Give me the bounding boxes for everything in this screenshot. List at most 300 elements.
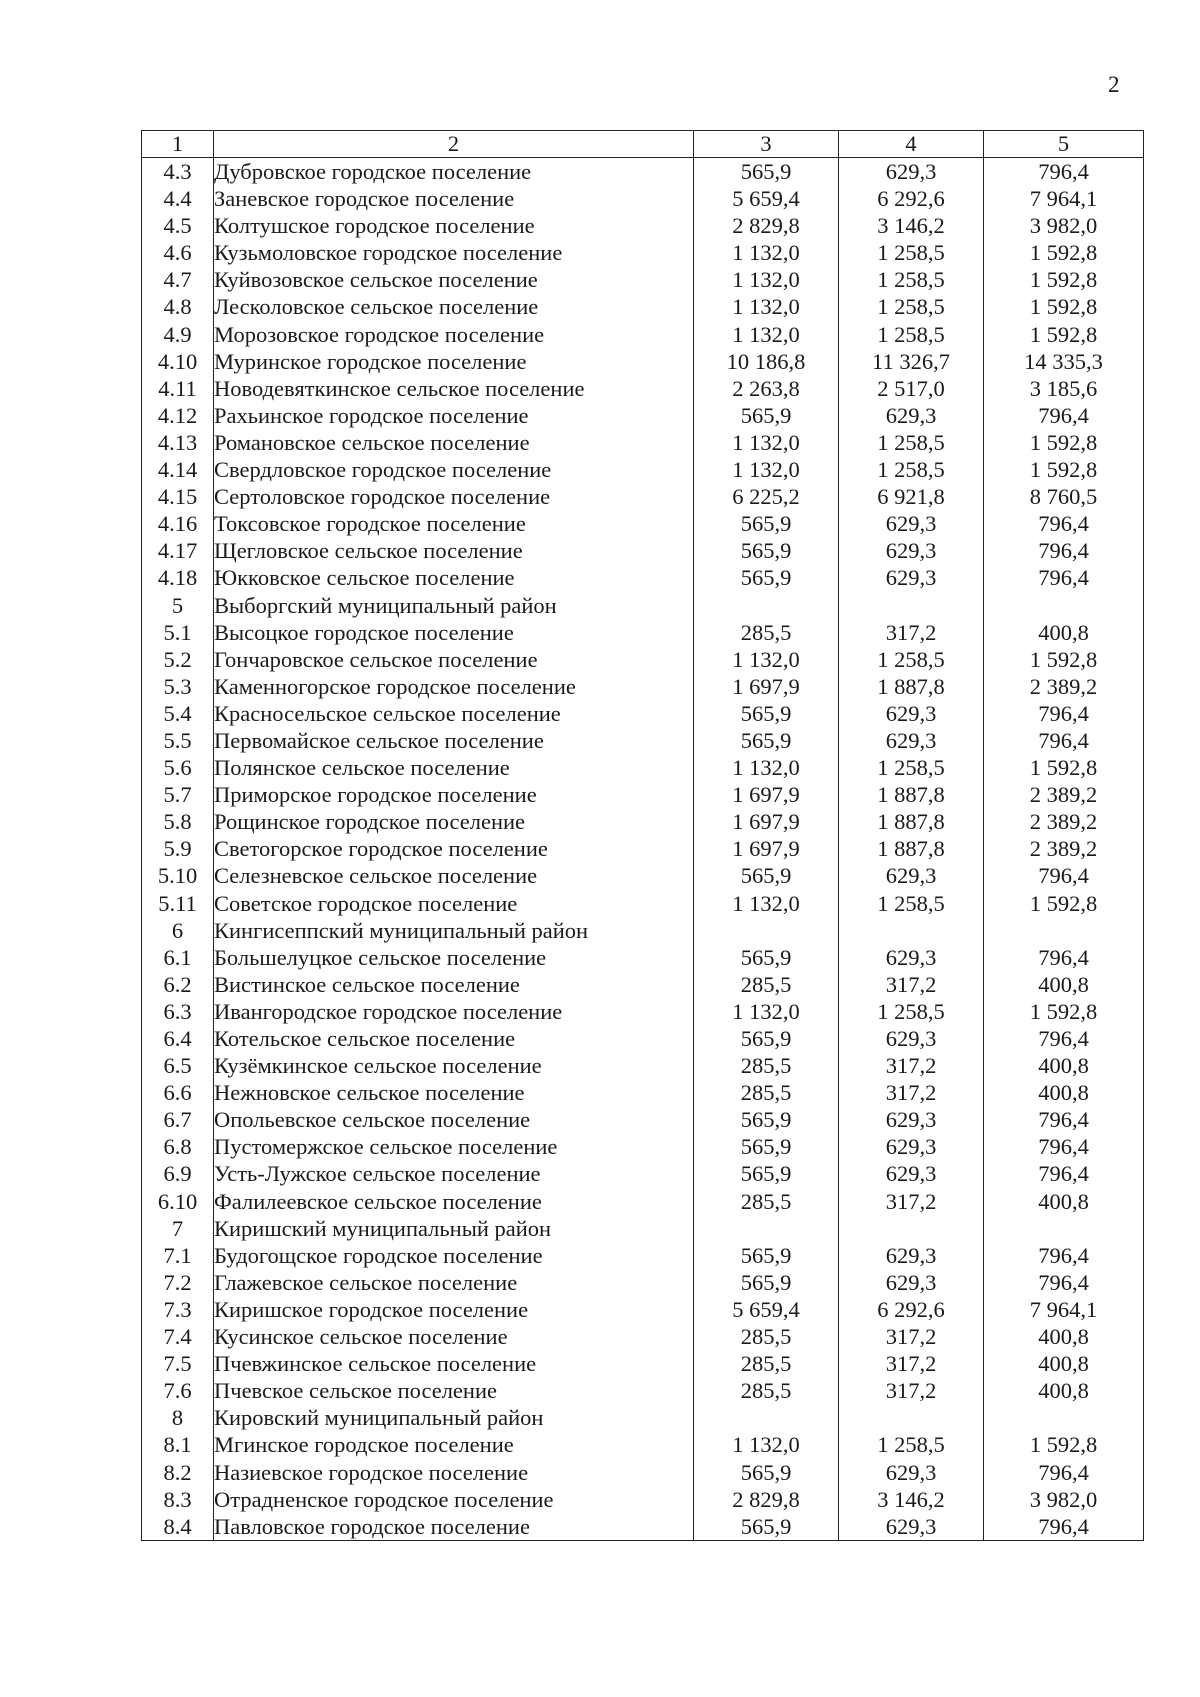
value-col-3: 1 132,0: [694, 1431, 839, 1458]
settlement-name: Советское городское поселение: [214, 890, 694, 917]
value-col-5: 1 592,8: [984, 456, 1144, 483]
value-col-3: 565,9: [694, 700, 839, 727]
value-col-3: 285,5: [694, 1323, 839, 1350]
table-row: [142, 890, 1144, 917]
table-row: [142, 1431, 1144, 1458]
value-col-4: 1 887,8: [839, 835, 984, 862]
row-number: 5: [142, 592, 214, 619]
value-col-3: 285,5: [694, 1350, 839, 1377]
value-col-3: 565,9: [694, 158, 839, 186]
settlement-name: Токсовское городское поселение: [214, 510, 694, 537]
table-row: [142, 971, 1144, 998]
value-col-4: [839, 592, 984, 619]
row-number: 8.1: [142, 1431, 214, 1458]
value-col-5: 3 982,0: [984, 212, 1144, 239]
value-col-3: 565,9: [694, 564, 839, 591]
table-row: [142, 727, 1144, 754]
value-col-3: 565,9: [694, 944, 839, 971]
column-header: 5: [984, 131, 1144, 158]
value-col-3: 1 132,0: [694, 646, 839, 673]
table-row: [142, 1133, 1144, 1160]
settlements-table: [141, 130, 1144, 1541]
table-row: [142, 321, 1144, 348]
value-col-4: 629,3: [839, 564, 984, 591]
settlement-name: Рахьинское городское поселение: [214, 402, 694, 429]
value-col-4: 317,2: [839, 1323, 984, 1350]
row-number: 4.13: [142, 429, 214, 456]
row-number: 5.8: [142, 808, 214, 835]
value-col-3: 1 697,9: [694, 673, 839, 700]
value-col-3: [694, 1404, 839, 1431]
row-number: 6.6: [142, 1079, 214, 1106]
value-col-5: 8 760,5: [984, 483, 1144, 510]
column-header: 4: [839, 131, 984, 158]
value-col-3: 285,5: [694, 1079, 839, 1106]
settlement-name: Павловское городское поселение: [214, 1513, 694, 1541]
row-number: 7.3: [142, 1296, 214, 1323]
table-row: [142, 862, 1144, 889]
table-row: [142, 944, 1144, 971]
value-col-3: 565,9: [694, 727, 839, 754]
value-col-3: 1 132,0: [694, 890, 839, 917]
settlement-name: Усть-Лужское сельское поселение: [214, 1160, 694, 1187]
value-col-4: 629,3: [839, 944, 984, 971]
settlement-name: Кузёмкинское сельское поселение: [214, 1052, 694, 1079]
value-col-4: 317,2: [839, 619, 984, 646]
value-col-5: 796,4: [984, 1513, 1144, 1541]
value-col-4: 317,2: [839, 1079, 984, 1106]
value-col-3: 1 697,9: [694, 808, 839, 835]
table-row: [142, 754, 1144, 781]
value-col-3: 285,5: [694, 1052, 839, 1079]
settlement-name: Кировский муниципальный район: [214, 1404, 694, 1431]
table-row: [142, 592, 1144, 619]
settlement-name: Будогощское городское поселение: [214, 1242, 694, 1269]
value-col-3: 1 132,0: [694, 293, 839, 320]
settlement-name: Щегловское сельское поселение: [214, 537, 694, 564]
table-row: [142, 1296, 1144, 1323]
table-body: [142, 158, 1144, 1541]
row-number: 6.8: [142, 1133, 214, 1160]
row-number: 5.2: [142, 646, 214, 673]
value-col-5: 796,4: [984, 402, 1144, 429]
value-col-4: [839, 1404, 984, 1431]
value-col-5: 400,8: [984, 619, 1144, 646]
value-col-5: 796,4: [984, 1242, 1144, 1269]
row-number: 5.7: [142, 781, 214, 808]
settlement-name: Глажевское сельское поселение: [214, 1269, 694, 1296]
value-col-5: 796,4: [984, 564, 1144, 591]
row-number: 4.4: [142, 185, 214, 212]
row-number: 4.9: [142, 321, 214, 348]
value-col-5: 1 592,8: [984, 754, 1144, 781]
value-col-5: 796,4: [984, 1025, 1144, 1052]
settlement-name: Сертоловское городское поселение: [214, 483, 694, 510]
settlement-name: Кусинское сельское поселение: [214, 1323, 694, 1350]
value-col-3: 565,9: [694, 1459, 839, 1486]
value-col-3: 1 132,0: [694, 266, 839, 293]
row-number: 6.5: [142, 1052, 214, 1079]
value-col-5: 7 964,1: [984, 1296, 1144, 1323]
value-col-4: 6 921,8: [839, 483, 984, 510]
settlement-name: Высоцкое городское поселение: [214, 619, 694, 646]
table-row: [142, 917, 1144, 944]
settlement-name: Гончаровское сельское поселение: [214, 646, 694, 673]
row-number: 6: [142, 917, 214, 944]
value-col-5: 796,4: [984, 944, 1144, 971]
table-row: [142, 483, 1144, 510]
settlement-name: Кузьмоловское городское поселение: [214, 239, 694, 266]
row-number: 4.7: [142, 266, 214, 293]
settlement-name: Новодевяткинское сельское поселение: [214, 375, 694, 402]
value-col-4: 629,3: [839, 700, 984, 727]
row-number: 5.10: [142, 862, 214, 889]
value-col-3: 565,9: [694, 1242, 839, 1269]
table-row: [142, 348, 1144, 375]
value-col-5: 2 389,2: [984, 781, 1144, 808]
value-col-5: 796,4: [984, 727, 1144, 754]
settlement-name: Ивангородское городское поселение: [214, 998, 694, 1025]
value-col-4: 629,3: [839, 537, 984, 564]
table-row: [142, 456, 1144, 483]
table-row: [142, 1242, 1144, 1269]
value-col-4: 1 887,8: [839, 673, 984, 700]
value-col-4: 1 258,5: [839, 890, 984, 917]
value-col-4: 317,2: [839, 1052, 984, 1079]
table-row: [142, 619, 1144, 646]
table-row: [142, 1052, 1144, 1079]
table-row: [142, 646, 1144, 673]
row-number: 4.14: [142, 456, 214, 483]
value-col-4: 629,3: [839, 727, 984, 754]
row-number: 5.3: [142, 673, 214, 700]
value-col-4: 629,3: [839, 1160, 984, 1187]
value-col-3: 5 659,4: [694, 185, 839, 212]
table-row: [142, 1106, 1144, 1133]
value-col-5: 7 964,1: [984, 185, 1144, 212]
value-col-4: 1 258,5: [839, 754, 984, 781]
settlement-name: Мгинское городское поселение: [214, 1431, 694, 1458]
settlement-name: Большелуцкое сельское поселение: [214, 944, 694, 971]
value-col-3: 2 829,8: [694, 1486, 839, 1513]
value-col-5: 400,8: [984, 1079, 1144, 1106]
row-number: 4.5: [142, 212, 214, 239]
value-col-4: 1 258,5: [839, 429, 984, 456]
row-number: 8.3: [142, 1486, 214, 1513]
row-number: 8.4: [142, 1513, 214, 1541]
value-col-5: 1 592,8: [984, 1431, 1144, 1458]
settlement-name: Пустомержское сельское поселение: [214, 1133, 694, 1160]
settlement-name: Киришское городское поселение: [214, 1296, 694, 1323]
row-number: 4.8: [142, 293, 214, 320]
column-header: 2: [214, 131, 694, 158]
value-col-4: 317,2: [839, 1377, 984, 1404]
row-number: 5.1: [142, 619, 214, 646]
settlement-name: Первомайское сельское поселение: [214, 727, 694, 754]
value-col-4: 1 887,8: [839, 781, 984, 808]
value-col-3: 565,9: [694, 1513, 839, 1541]
value-col-3: [694, 592, 839, 619]
value-col-4: [839, 917, 984, 944]
table-row: [142, 537, 1144, 564]
value-col-5: 3 982,0: [984, 1486, 1144, 1513]
settlement-name: Фалилеевское сельское поселение: [214, 1188, 694, 1215]
table-row: [142, 835, 1144, 862]
row-number: 6.10: [142, 1188, 214, 1215]
value-col-4: 629,3: [839, 1459, 984, 1486]
table-row: [142, 1160, 1144, 1187]
value-col-5: 2 389,2: [984, 673, 1144, 700]
table-row: [142, 781, 1144, 808]
value-col-4: 317,2: [839, 971, 984, 998]
value-col-5: 400,8: [984, 1323, 1144, 1350]
row-number: 8: [142, 1404, 214, 1431]
value-col-4: 1 258,5: [839, 456, 984, 483]
value-col-3: 565,9: [694, 537, 839, 564]
value-col-3: 5 659,4: [694, 1296, 839, 1323]
settlement-name: Муринское городское поселение: [214, 348, 694, 375]
row-number: 6.1: [142, 944, 214, 971]
value-col-5: [984, 917, 1144, 944]
value-col-5: [984, 592, 1144, 619]
settlement-name: Светогорское городское поселение: [214, 835, 694, 862]
table-header-row: [142, 131, 1144, 158]
value-col-5: 1 592,8: [984, 321, 1144, 348]
value-col-3: 565,9: [694, 1106, 839, 1133]
table-row: [142, 1459, 1144, 1486]
value-col-5: 796,4: [984, 862, 1144, 889]
table-row: [142, 1377, 1144, 1404]
table-row: [142, 1188, 1144, 1215]
row-number: 5.11: [142, 890, 214, 917]
row-number: 4.11: [142, 375, 214, 402]
table-row: [142, 375, 1144, 402]
settlement-name: Полянское сельское поселение: [214, 754, 694, 781]
value-col-4: 629,3: [839, 510, 984, 537]
row-number: 7: [142, 1215, 214, 1242]
value-col-3: 1 697,9: [694, 781, 839, 808]
value-col-4: 1 258,5: [839, 239, 984, 266]
table-row: [142, 1404, 1144, 1431]
value-col-5: 1 592,8: [984, 646, 1144, 673]
settlement-name: Нежновское сельское поселение: [214, 1079, 694, 1106]
value-col-5: 400,8: [984, 1350, 1144, 1377]
value-col-5: 796,4: [984, 537, 1144, 564]
table-row: [142, 429, 1144, 456]
value-col-4: 629,3: [839, 862, 984, 889]
value-col-3: [694, 1215, 839, 1242]
value-col-3: 565,9: [694, 1133, 839, 1160]
value-col-5: 796,4: [984, 1106, 1144, 1133]
value-col-4: 6 292,6: [839, 185, 984, 212]
table-row: [142, 266, 1144, 293]
value-col-5: 400,8: [984, 1188, 1144, 1215]
value-col-3: 285,5: [694, 619, 839, 646]
row-number: 4.16: [142, 510, 214, 537]
settlement-name: Пчевское сельское поселение: [214, 1377, 694, 1404]
row-number: 7.4: [142, 1323, 214, 1350]
value-col-4: 2 517,0: [839, 375, 984, 402]
table-row: [142, 564, 1144, 591]
value-col-3: [694, 917, 839, 944]
settlement-name: Киришский муниципальный район: [214, 1215, 694, 1242]
value-col-5: 1 592,8: [984, 239, 1144, 266]
table-row: [142, 808, 1144, 835]
settlement-name: Куйвозовское сельское поселение: [214, 266, 694, 293]
row-number: 7.6: [142, 1377, 214, 1404]
value-col-5: 400,8: [984, 1052, 1144, 1079]
table-row: [142, 1215, 1144, 1242]
value-col-4: 629,3: [839, 1242, 984, 1269]
value-col-4: 629,3: [839, 1025, 984, 1052]
row-number: 5.4: [142, 700, 214, 727]
value-col-5: 1 592,8: [984, 890, 1144, 917]
table-row: [142, 158, 1144, 186]
settlement-name: Морозовское городское поселение: [214, 321, 694, 348]
table-row: [142, 239, 1144, 266]
value-col-5: 796,4: [984, 158, 1144, 186]
row-number: 6.2: [142, 971, 214, 998]
settlement-name: Дубровское городское поселение: [214, 158, 694, 186]
settlement-name: Опольевское сельское поселение: [214, 1106, 694, 1133]
settlement-name: Вистинское сельское поселение: [214, 971, 694, 998]
value-col-3: 1 132,0: [694, 998, 839, 1025]
table-row: [142, 998, 1144, 1025]
settlement-name: Селезневское сельское поселение: [214, 862, 694, 889]
value-col-4: 317,2: [839, 1350, 984, 1377]
value-col-4: 629,3: [839, 1133, 984, 1160]
value-col-5: 796,4: [984, 1160, 1144, 1187]
row-number: 8.2: [142, 1459, 214, 1486]
settlement-name: Каменногорское городское поселение: [214, 673, 694, 700]
value-col-4: 1 258,5: [839, 266, 984, 293]
value-col-3: 6 225,2: [694, 483, 839, 510]
settlement-name: Красносельское сельское поселение: [214, 700, 694, 727]
table-row: [142, 1025, 1144, 1052]
table-row: [142, 1269, 1144, 1296]
settlement-name: Заневское городское поселение: [214, 185, 694, 212]
table-row: [142, 700, 1144, 727]
value-col-5: 1 592,8: [984, 266, 1144, 293]
table-row: [142, 1323, 1144, 1350]
value-col-3: 565,9: [694, 1025, 839, 1052]
value-col-3: 565,9: [694, 510, 839, 537]
value-col-3: 565,9: [694, 402, 839, 429]
row-number: 4.17: [142, 537, 214, 564]
column-header: 3: [694, 131, 839, 158]
value-col-4: 1 887,8: [839, 808, 984, 835]
value-col-4: 1 258,5: [839, 998, 984, 1025]
value-col-4: 629,3: [839, 1269, 984, 1296]
row-number: 6.3: [142, 998, 214, 1025]
value-col-4: 3 146,2: [839, 212, 984, 239]
table-row: [142, 1513, 1144, 1541]
row-number: 4.18: [142, 564, 214, 591]
table-row: [142, 402, 1144, 429]
value-col-4: 1 258,5: [839, 293, 984, 320]
value-col-4: 3 146,2: [839, 1486, 984, 1513]
value-col-3: 285,5: [694, 1188, 839, 1215]
row-number: 4.6: [142, 239, 214, 266]
row-number: 4.3: [142, 158, 214, 186]
value-col-4: [839, 1215, 984, 1242]
value-col-5: 796,4: [984, 700, 1144, 727]
row-number: 4.10: [142, 348, 214, 375]
value-col-4: 629,3: [839, 1513, 984, 1541]
row-number: 5.9: [142, 835, 214, 862]
value-col-5: 796,4: [984, 1269, 1144, 1296]
settlement-name: Котельское сельское поселение: [214, 1025, 694, 1052]
value-col-4: 629,3: [839, 158, 984, 186]
value-col-4: 6 292,6: [839, 1296, 984, 1323]
table-row: [142, 1079, 1144, 1106]
value-col-5: 1 592,8: [984, 429, 1144, 456]
value-col-3: 2 829,8: [694, 212, 839, 239]
value-col-3: 1 132,0: [694, 456, 839, 483]
settlement-name: Лесколовское сельское поселение: [214, 293, 694, 320]
value-col-3: 565,9: [694, 862, 839, 889]
value-col-5: 2 389,2: [984, 835, 1144, 862]
value-col-5: [984, 1215, 1144, 1242]
table-row: [142, 293, 1144, 320]
row-number: 4.15: [142, 483, 214, 510]
settlement-name: Назиевское городское поселение: [214, 1459, 694, 1486]
row-number: 5.6: [142, 754, 214, 781]
row-number: 7.5: [142, 1350, 214, 1377]
value-col-5: 3 185,6: [984, 375, 1144, 402]
row-number: 6.4: [142, 1025, 214, 1052]
settlement-name: Юкковское сельское поселение: [214, 564, 694, 591]
page-number: 2: [1108, 72, 1120, 97]
settlement-name: Рощинское городское поселение: [214, 808, 694, 835]
row-number: 6.7: [142, 1106, 214, 1133]
value-col-5: 796,4: [984, 510, 1144, 537]
row-number: 7.1: [142, 1242, 214, 1269]
table-row: [142, 1350, 1144, 1377]
value-col-3: 10 186,8: [694, 348, 839, 375]
value-col-4: 1 258,5: [839, 321, 984, 348]
value-col-3: 565,9: [694, 1160, 839, 1187]
value-col-5: 1 592,8: [984, 293, 1144, 320]
table-row: [142, 185, 1144, 212]
column-header: 1: [142, 131, 214, 158]
value-col-3: 285,5: [694, 971, 839, 998]
row-number: 5.5: [142, 727, 214, 754]
value-col-5: 796,4: [984, 1459, 1144, 1486]
value-col-5: 400,8: [984, 971, 1144, 998]
value-col-5: 1 592,8: [984, 998, 1144, 1025]
value-col-3: 1 132,0: [694, 429, 839, 456]
value-col-3: 1 132,0: [694, 754, 839, 781]
value-col-3: 1 132,0: [694, 239, 839, 266]
value-col-5: 14 335,3: [984, 348, 1144, 375]
value-col-4: 317,2: [839, 1188, 984, 1215]
value-col-3: 2 263,8: [694, 375, 839, 402]
settlement-name: Колтушское городское поселение: [214, 212, 694, 239]
table-row: [142, 212, 1144, 239]
row-number: 7.2: [142, 1269, 214, 1296]
value-col-4: 1 258,5: [839, 646, 984, 673]
table-row: [142, 510, 1144, 537]
value-col-3: 565,9: [694, 1269, 839, 1296]
value-col-3: 1 132,0: [694, 321, 839, 348]
settlement-name: Романовское сельское поселение: [214, 429, 694, 456]
value-col-5: 2 389,2: [984, 808, 1144, 835]
row-number: 4.12: [142, 402, 214, 429]
settlement-name: Свердловское городское поселение: [214, 456, 694, 483]
value-col-4: 629,3: [839, 1106, 984, 1133]
value-col-5: 796,4: [984, 1133, 1144, 1160]
